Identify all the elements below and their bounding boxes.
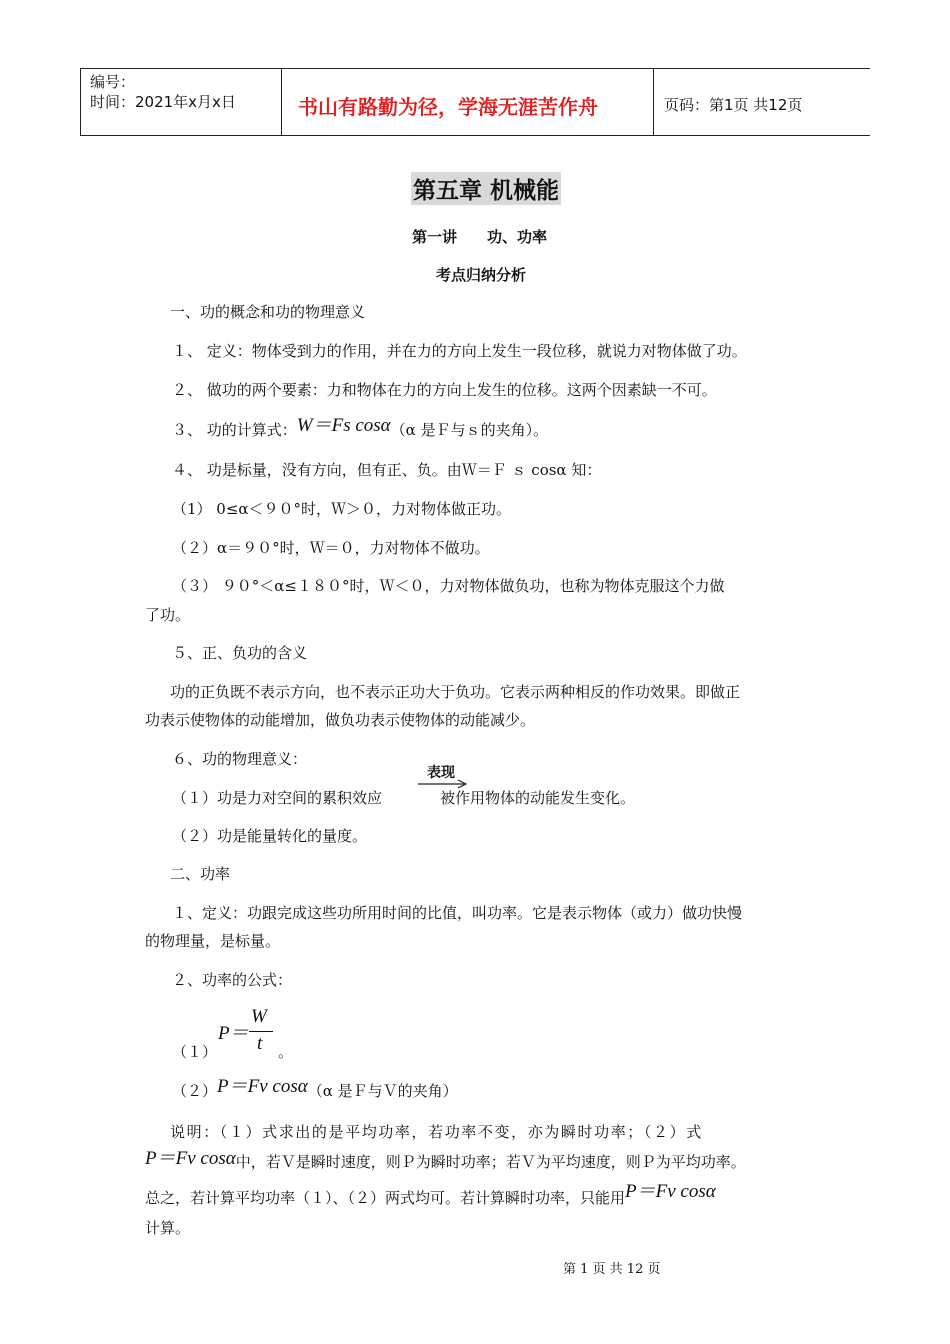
- note-line1: 说明：（１）式求出的是平均功率，若功率不变，亦为瞬时功率；（２）式: [170, 1123, 703, 1141]
- note-line4: 计算。: [145, 1219, 191, 1237]
- case-positive: （1） 0≤α＜９０°时，Ｗ＞０，力对物体做正功。: [172, 500, 512, 518]
- header-date: 时间：2021年x月x日: [90, 93, 236, 111]
- para-sign-line1: 功的正负既不表示方向，也不表示正功大于负功。它表示两种相反的作功效果。即做正: [170, 683, 741, 701]
- header-code-label: 编号：: [90, 73, 136, 91]
- case-negative-line1: （３） ９０°＜α≤１８０°时，Ｗ＜０，力对物体做负功，也称为物体克服这个力做: [172, 577, 725, 595]
- formula-1-numerator: W: [251, 1006, 267, 1027]
- meaning-1-prefix: （１）功是力对空间的累积效应: [172, 789, 383, 807]
- header-motto: 书山有路勤为径，学海无涯苦作舟: [298, 95, 598, 119]
- header-divider-left: [80, 68, 81, 136]
- para-formula-line: [172, 415, 549, 440]
- power-definition-line2: 的物理量，是标量。: [145, 932, 281, 950]
- para-scalar: ４、 功是标量，没有方向，但有正、负。由Ｗ＝Ｆ ｓ cosα 知：: [172, 461, 602, 479]
- header-divider-1: [281, 68, 282, 136]
- para-definition: １、 定义：物体受到力的作用，并在力的方向上发生一段位移，就说力对物体做了功。: [172, 342, 747, 360]
- formula-2-note: （α 是Ｆ与Ｖ的夹角）: [307, 1082, 458, 1100]
- note-formula-1: P＝Fv cosα: [145, 1148, 236, 1169]
- case-negative-line2: 了功。: [145, 606, 191, 624]
- para-sign-line2: 功表示使物体的动能增加，做负功表示使物体的动能减少。: [145, 711, 536, 729]
- para-two-elements: ２、 做功的两个要素：力和物体在力的方向上发生的位移。这两个因素缺一不可。: [172, 381, 717, 399]
- formula-1-suffix: 。: [278, 1043, 294, 1061]
- header-bottom-border: [80, 135, 870, 136]
- page-footer: 第 1 页 共 12 页: [563, 1262, 661, 1277]
- heading-sign-meaning: ５、正、负功的含义: [172, 644, 308, 662]
- section-title: 考点归纳分析: [436, 266, 527, 284]
- note-formula-2: P＝Fv cosα: [625, 1181, 716, 1202]
- meaning-line-2: （２）功是能量转化的量度。: [172, 827, 368, 845]
- arrow-label: 表现: [427, 765, 455, 781]
- formula-1-denominator: t: [257, 1033, 263, 1054]
- meaning-1-suffix: 被作用物体的动能发生变化。: [440, 789, 636, 807]
- header-divider-2: [653, 68, 654, 136]
- case-zero: （２）α＝９０°时，Ｗ＝０，力对物体不做功。: [172, 539, 490, 557]
- arrow-icon: [418, 779, 470, 789]
- note-line3-text: 总之，若计算平均功率（１）、（２）两式均可。若计算瞬时功率，只能用: [145, 1189, 626, 1207]
- header-page-info: 页码：第1页 共12页: [664, 96, 803, 114]
- formula-1-prefix: （１）: [172, 1043, 218, 1061]
- header-top-border: [80, 68, 870, 69]
- note-line3: [145, 1181, 716, 1208]
- note-line2-text: 中，若Ｖ是瞬时速度，则Ｐ为瞬时功率；若Ｖ为平均速度，则Ｐ为平均功率。: [235, 1153, 746, 1171]
- formula-2-line: [172, 1076, 458, 1101]
- lecture-title: 第一讲 功、功率: [412, 228, 548, 246]
- chapter-title: 第五章 机械能: [411, 172, 561, 205]
- power-formula-heading: ２、功率的公式：: [172, 971, 293, 989]
- formula-note: （α 是Ｆ与ｓ的夹角）。: [390, 421, 549, 439]
- heading-work-concept: 一、功的概念和功的物理意义: [170, 303, 366, 321]
- heading-physical-meaning: ６、功的物理意义：: [172, 750, 308, 768]
- power-definition-line1: １、定义：功跟完成这些功所用时间的比值，叫功率。它是表示物体（或力）做功快慢: [172, 904, 743, 922]
- meaning-line-1: [172, 788, 635, 808]
- formula-1-lhs: P＝: [218, 1023, 249, 1044]
- fraction-bar: [249, 1031, 273, 1032]
- heading-power: 二、功率: [170, 865, 231, 883]
- formula-intro: ３、 功的计算式：: [172, 421, 297, 439]
- note-line2: [145, 1148, 746, 1172]
- formula-2-prefix: （２）: [172, 1082, 218, 1100]
- formula-2: P＝Fv cosα: [217, 1076, 308, 1097]
- work-formula: W＝Fs cosα: [296, 415, 391, 436]
